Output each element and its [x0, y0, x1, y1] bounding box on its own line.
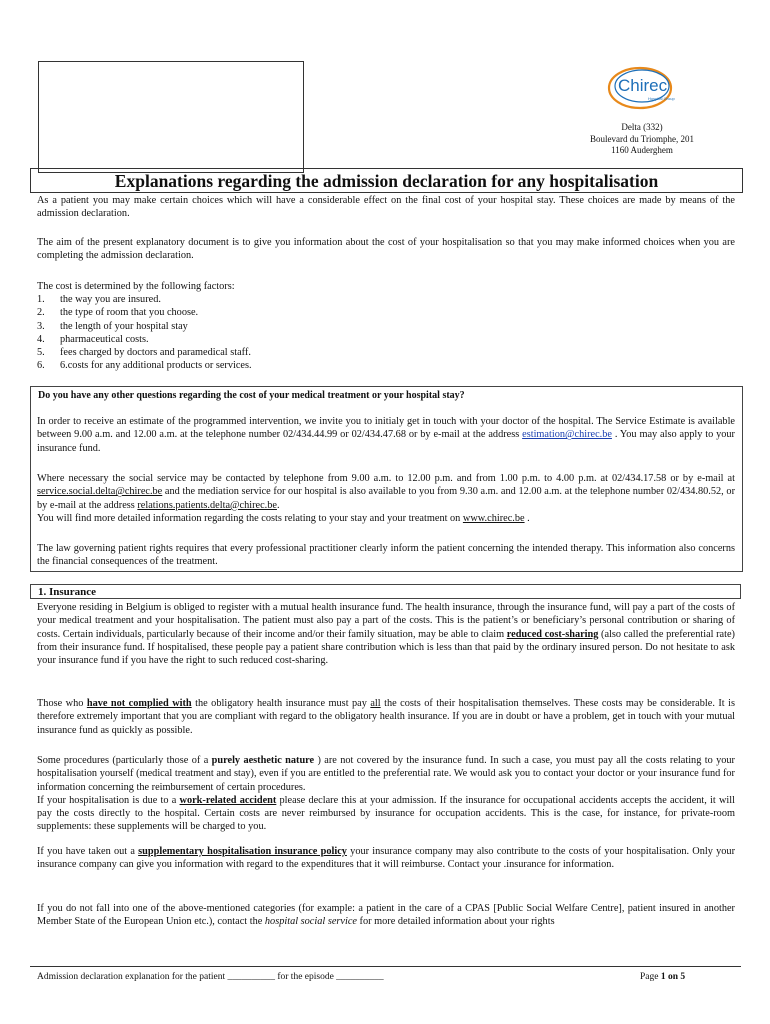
intro-paragraph-2: The aim of the present explanatory document is to give you information about the cost of your hospitalisation so that you may make informed choices when you are completing the admission declaration.: [37, 237, 735, 262]
insurance-heading: 1. Insurance: [30, 584, 741, 599]
factor-item: 2. the type of room that you choose.: [37, 307, 199, 319]
logo-text: Chirec: [618, 76, 668, 95]
factor-item: 3. the length of your hospital stay: [37, 320, 188, 332]
address-line-2: Boulevard du Triomphe, 201: [589, 133, 694, 144]
questions-paragraph-1: In order to receive an estimate of the programmed intervention, we invite you to initialy get in touch with your doctor of the hospital. The Service Estimate is available between 9.00 a.m. and 12.00 a.m. at the telephone number 02/434.44.99 or 02/434.47.68 or by e-mail at the address estimation@chirec.be . You may also apply to your insurance fund.: [37, 416, 735, 454]
social-service-email-link[interactable]: service.social.delta@chirec.be: [37, 486, 163, 498]
patient-label-box: [38, 61, 304, 173]
insurance-paragraph-1: Everyone residing in Belgium is obliged to register with a mutual health insurance fund. The health insurance, through the insurance fund, will pay a part of the costs of your medical treatment and your hospitalisation. The patient must also pay a part of the costs. This is the patient’s or beneficiary’s personal contribution or sharing of costs. Certain individuals, particularly because of their income and/or their family situation, may be able to claim reduced cost-sharing (also called the preferential rate) from their insurance fund. If hospitalised, these people pay a patient share contribution which is less than that paid by the ordinary insured person. Do not hesitate to ask your insurance fund if you have the right to such reduced cost-sharing.: [37, 602, 735, 667]
factors-list: [37, 293, 537, 373]
insurance-paragraph-3: Some procedures (particularly those of a purely aesthetic nature ) are not covered by the insurance fund. In such a case, you must pay all the costs relating to your hospitalisation yourself (medical treatment and stay), even if you are entitled to the preferential rate. We would ask you to contact your doctor or your insurance fund for information concerning the reimbursement of certain procedures. If your hospitalisation is due to a work-related accident please declare this at your admission. If the insurance for occupational accidents accepts the accident, it will pay the costs directly to the hospital. Certain costs are never reimbursed by insurance for occupation accidents. This is the case, for instance, for private-room supplements: these supplements will be charged to you.: [37, 755, 735, 833]
questions-heading: Do you have any other questions regarding the cost of your medical treatment or your hospital stay?: [38, 390, 465, 401]
footer-divider: [30, 966, 741, 967]
insurance-paragraph-2: Those who have not complied with the obligatory health insurance must pay all the costs of their hospitalisation themselves. These costs may be considerable. It is therefore extremely important that you are compliant with regard to the obligatory health insurance. If you are in doubt or have a problem, get in touch with your mutual insurance fund as quickly as possible.: [37, 698, 735, 736]
factor-item: 5. fees charged by doctors and paramedical staff.: [37, 347, 251, 359]
insurance-paragraph-4: If you have taken out a supplementary hospitalisation insurance policy your insurance company may also contribute to the costs of your hospitalisation. Only your insurance company can give you information with regard to the expenditures that it will reimburse. Contact your .insurance for information.: [37, 846, 735, 871]
estimation-email-link[interactable]: estimation@chirec.be: [522, 429, 612, 441]
factor-item: 4. pharmaceutical costs.: [37, 333, 149, 345]
factor-item: 1. the way you are insured.: [37, 294, 161, 305]
document-title: Explanations regarding the admission declaration for any hospitalisation: [30, 168, 743, 193]
address-line-1: Delta (332): [621, 122, 663, 132]
website-link[interactable]: www.chirec.be: [462, 512, 525, 524]
factors-intro: The cost is determined by the following factors:: [37, 281, 235, 292]
address-line-3: 1160 Auderghem: [611, 145, 673, 155]
chirec-logo: [606, 62, 682, 110]
questions-paragraph-2: Where necessary the social service may be contacted by telephone from 9.00 a.m. to 12.00 p.m. and from 1.00 p.m. to 4.00 p.m. at 02/434.17.58 or by e-mail at service.social.delta@chirec.be and the mediation service for our hospital is also available to you from 9.30 a.m. and 12.00 a.m. at the telephone number 02/434.80.52, or by e-mail at the address relations.patients.delta@chirec.be. You will find more detailed information regarding the costs relating to your stay and your treatment on www.chirec.be .: [37, 473, 735, 524]
factor-item: 6. 6.costs for any additional products or services.: [37, 360, 252, 372]
intro-paragraph-1: As a patient you may make certain choices which will have a considerable effect on the final cost of your hospital stay. These choices are made by means of the admission declaration.: [37, 195, 735, 220]
logo-subtext: Hospital Group: [648, 96, 675, 101]
page-number: Page 1 on 5: [640, 972, 686, 982]
insurance-paragraph-5: If you do not fall into one of the above-mentioned categories (for example: a patient in the care of a CPAS [Public Social Welfare Centre], patient insured in another Member State of the European Union etc.), contact the hospital social service for more detailed information about your rights: [37, 903, 735, 928]
hospital-address: [568, 122, 716, 157]
footer-caption: Admission declaration explanation for the patient __________ for the episode __________: [37, 972, 384, 982]
patient-relations-email-link[interactable]: relations.patients.delta@chirec.be: [137, 499, 277, 511]
questions-paragraph-3: The law governing patient rights requires that every professional practitioner clearly inform the patient concerning the intended therapy. This information also concerns the financial consequences of the treatment.: [37, 543, 735, 568]
